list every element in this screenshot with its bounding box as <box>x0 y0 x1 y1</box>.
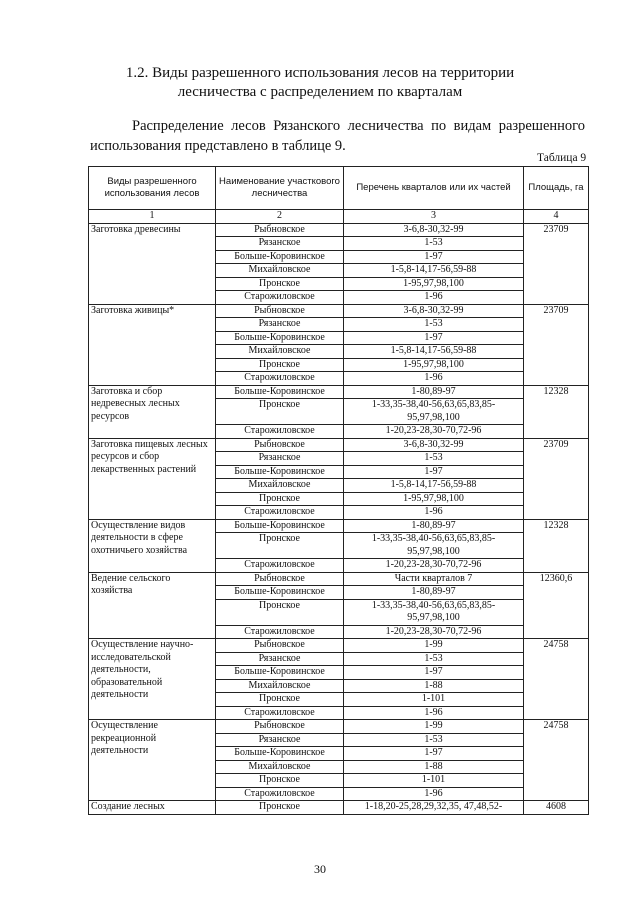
use-type-cell: Осуществление рекреационной деятельности <box>89 720 216 801</box>
use-type-cell: Создание лесных <box>89 801 216 815</box>
forestry-cell: Рыбновское <box>216 720 344 734</box>
forestry-cell: Пронское <box>216 774 344 788</box>
area-cell: 24758 <box>524 639 589 720</box>
quarters-cell: 1-97 <box>344 747 524 761</box>
forestry-cell: Рязанское <box>216 237 344 251</box>
forestry-cell: Рязанское <box>216 652 344 666</box>
use-type-cell: Заготовка древесины <box>89 223 216 304</box>
column-number: 4 <box>524 210 589 224</box>
quarters-cell: 1-33,35-38,40-56,63,65,83,85-95,97,98,100 <box>344 399 524 425</box>
quarters-cell: 1-96 <box>344 706 524 720</box>
heading-line-2: лесничества с распределением по кварталам <box>177 84 463 100</box>
table-row <box>89 639 589 653</box>
forestry-cell: Старожиловское <box>216 425 344 439</box>
forestry-cell: Больше-Коровинское <box>216 250 344 264</box>
forestry-cell: Михайловское <box>216 679 344 693</box>
forestry-cell: Старожиловское <box>216 787 344 801</box>
table-row <box>89 572 589 586</box>
area-cell: 23709 <box>524 304 589 385</box>
quarters-cell: 1-53 <box>344 318 524 332</box>
quarters-cell: 3-6,8-30,32-99 <box>344 438 524 452</box>
forestry-cell: Рязанское <box>216 452 344 466</box>
quarters-cell: 1-20,23-28,30-70,72-96 <box>344 425 524 439</box>
quarters-cell: 1-99 <box>344 639 524 653</box>
forestry-cell: Больше-Коровинское <box>216 519 344 533</box>
forestry-cell: Пронское <box>216 277 344 291</box>
use-type-cell: Заготовка живицы* <box>89 304 216 385</box>
table-header-row <box>89 167 589 210</box>
quarters-cell: 1-99 <box>344 720 524 734</box>
forestry-cell: Рязанское <box>216 733 344 747</box>
quarters-cell: 1-96 <box>344 372 524 386</box>
table-row <box>89 438 589 452</box>
quarters-cell: 1-96 <box>344 506 524 520</box>
quarters-cell: 1-80,89-97 <box>344 519 524 533</box>
quarters-cell: 1-97 <box>344 465 524 479</box>
quarters-cell: 1-18,20-25,28,29,32,35, 47,48,52- <box>344 801 524 815</box>
table-row <box>89 720 589 734</box>
quarters-cell: 1-53 <box>344 652 524 666</box>
heading-line-1: 1.2. Виды разрешенного использования лесов на территории <box>125 65 515 81</box>
area-cell: 12328 <box>524 519 589 572</box>
forestry-cell: Михайловское <box>216 264 344 278</box>
intro-line-1: Распределение лесов Рязанского лесничества по видам разрешенного <box>132 118 585 134</box>
quarters-cell: 1-33,35-38,40-56,63,65,83,85-95,97,98,100 <box>344 599 524 625</box>
quarters-cell: 3-6,8-30,32-99 <box>344 304 524 318</box>
forestry-cell: Михайловское <box>216 760 344 774</box>
forest-use-table <box>88 166 589 815</box>
quarters-cell: 1-53 <box>344 733 524 747</box>
quarters-cell: 1-20,23-28,30-70,72-96 <box>344 625 524 639</box>
forestry-cell: Старожиловское <box>216 372 344 386</box>
quarters-cell: 1-88 <box>344 760 524 774</box>
forestry-cell: Больше-Коровинское <box>216 666 344 680</box>
quarters-cell: Части кварталов 7 <box>344 572 524 586</box>
forestry-cell: Михайловское <box>216 345 344 359</box>
forestry-cell: Больше-Коровинское <box>216 331 344 345</box>
table-row <box>89 801 589 815</box>
use-type-cell: Осуществление научно-исследовательской деятельности, образовательной деятельности <box>89 639 216 720</box>
forestry-cell: Старожиловское <box>216 625 344 639</box>
forestry-cell: Рязанское <box>216 318 344 332</box>
quarters-cell: 1-101 <box>344 774 524 788</box>
column-number-row <box>89 210 589 224</box>
forestry-cell: Больше-Коровинское <box>216 586 344 600</box>
header-use-type: Виды разрешенного использования лесов <box>89 167 216 210</box>
area-cell: 24758 <box>524 720 589 801</box>
quarters-cell: 1-97 <box>344 331 524 345</box>
quarters-cell: 1-33,35-38,40-56,63,65,83,85-95,97,98,100 <box>344 533 524 559</box>
quarters-cell: 1-95,97,98,100 <box>344 277 524 291</box>
page-number: 30 <box>314 862 326 876</box>
forestry-cell: Рыбновское <box>216 304 344 318</box>
table-row <box>89 519 589 533</box>
table-caption: Таблица 9 <box>537 152 587 164</box>
forestry-cell: Пронское <box>216 693 344 707</box>
column-number: 3 <box>344 210 524 224</box>
forestry-cell: Старожиловское <box>216 706 344 720</box>
forestry-cell: Старожиловское <box>216 559 344 573</box>
forestry-cell: Больше-Коровинское <box>216 747 344 761</box>
forestry-cell: Пронское <box>216 399 344 425</box>
quarters-cell: 1-20,23-28,30-70,72-96 <box>344 559 524 573</box>
forestry-cell: Пронское <box>216 358 344 372</box>
quarters-cell: 1-95,97,98,100 <box>344 492 524 506</box>
header-forestry: Наименование участкового лесничества <box>216 167 344 210</box>
table-row <box>89 304 589 318</box>
area-cell: 12328 <box>524 385 589 438</box>
quarters-cell: 1-96 <box>344 787 524 801</box>
table-row <box>89 223 589 237</box>
table-row <box>89 385 589 399</box>
quarters-cell: 1-101 <box>344 693 524 707</box>
area-cell: 4608 <box>524 801 589 815</box>
forestry-cell: Пронское <box>216 533 344 559</box>
quarters-cell: 3-6,8-30,32-99 <box>344 223 524 237</box>
forestry-cell: Больше-Коровинское <box>216 465 344 479</box>
use-type-cell: Ведение сельского хозяйства <box>89 572 216 639</box>
intro-line-2: использования представлено в таблице 9. <box>90 138 346 154</box>
forestry-cell: Рыбновское <box>216 639 344 653</box>
forestry-cell: Пронское <box>216 492 344 506</box>
area-cell: 12360,6 <box>524 572 589 639</box>
forestry-cell: Рыбновское <box>216 438 344 452</box>
forestry-cell: Пронское <box>216 599 344 625</box>
quarters-cell: 1-88 <box>344 679 524 693</box>
use-type-cell: Осуществление видов деятельности в сфере охотничьего хозяйства <box>89 519 216 572</box>
column-number: 2 <box>216 210 344 224</box>
quarters-cell: 1-96 <box>344 291 524 305</box>
quarters-cell: 1-97 <box>344 666 524 680</box>
quarters-cell: 1-5,8-14,17-56,59-88 <box>344 345 524 359</box>
forestry-cell: Михайловское <box>216 479 344 493</box>
quarters-cell: 1-97 <box>344 250 524 264</box>
header-area: Площадь, га <box>524 167 589 210</box>
forestry-cell: Старожиловское <box>216 506 344 520</box>
forestry-cell: Рыбновское <box>216 572 344 586</box>
quarters-cell: 1-95,97,98,100 <box>344 358 524 372</box>
quarters-cell: 1-80,89-97 <box>344 385 524 399</box>
quarters-cell: 1-5,8-14,17-56,59-88 <box>344 264 524 278</box>
header-quarters: Перечень кварталов или их частей <box>344 167 524 210</box>
forestry-cell: Пронское <box>216 801 344 815</box>
use-type-cell: Заготовка пищевых лесных ресурсов и сбор лекарственных растений <box>89 438 216 519</box>
intro-paragraph <box>90 116 585 156</box>
forestry-cell: Старожиловское <box>216 291 344 305</box>
area-cell: 23709 <box>524 438 589 519</box>
area-cell: 23709 <box>524 223 589 304</box>
forestry-cell: Рыбновское <box>216 223 344 237</box>
quarters-cell: 1-53 <box>344 237 524 251</box>
use-type-cell: Заготовка и сбор недревесных лесных ресурсов <box>89 385 216 438</box>
quarters-cell: 1-53 <box>344 452 524 466</box>
forestry-cell: Больше-Коровинское <box>216 385 344 399</box>
quarters-cell: 1-5,8-14,17-56,59-88 <box>344 479 524 493</box>
quarters-cell: 1-80,89-97 <box>344 586 524 600</box>
section-heading <box>0 64 640 102</box>
table-body <box>89 167 589 815</box>
column-number: 1 <box>89 210 216 224</box>
